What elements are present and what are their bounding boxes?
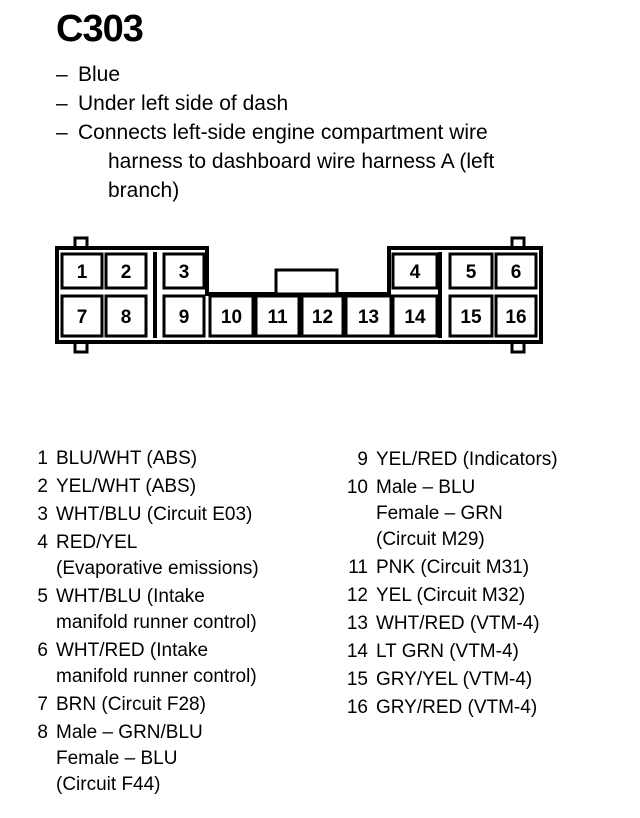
pinout-entry [346,583,558,609]
pin-number: 8 [37,722,48,743]
description-text: Connects left-side engine compartment wire [78,121,488,144]
pin-description-line: Female – BLU [56,748,178,769]
pinout-entry [26,720,259,798]
cavity-label: 2 [120,262,132,283]
pinout-entry [26,530,259,582]
pinout-entry [26,446,259,472]
pin-number: 4 [37,532,48,553]
pin-description-line: WHT/RED (Intake [56,640,209,661]
cavity-label: 11 [267,307,288,328]
connector-face-diagram [0,0,640,360]
pin-number: 9 [357,449,368,470]
pin-description [56,530,259,582]
pin-description [376,555,529,581]
pin-description [376,447,558,473]
pin-description [376,695,537,721]
pin-description-line: PNK (Circuit M31) [376,557,530,578]
pin-description-line: WHT/BLU (Intake [56,586,205,607]
cavity-label: 5 [465,262,477,283]
description-dash: – [56,92,68,115]
connector-title: C303 [56,8,143,50]
cavity-label: 16 [505,307,527,328]
pin-description [56,692,206,718]
pin-description-line: YEL/RED (Indicators) [376,449,558,470]
pin-description-line: BRN (Circuit F28) [56,694,206,715]
pin-number: 2 [37,476,48,497]
pin-description-line: manifold runner control) [56,612,257,633]
pin-number: 1 [37,448,48,469]
pin-number: 12 [346,585,368,606]
pinout-entry [346,447,558,473]
cavity-label: 9 [178,307,190,328]
pin-number: 16 [346,697,368,718]
cavity-label: 10 [220,307,243,328]
cavity-label: 15 [460,307,482,328]
pinout-entry [26,584,259,636]
pin-description-line: (Circuit M29) [376,529,485,550]
description-dash: – [56,121,68,144]
pinout-list-right [346,447,558,723]
pin-description-line: LT GRN (VTM-4) [376,641,519,662]
pin-description-line: (Evaporative emissions) [56,558,259,579]
cavity-label: 7 [76,307,88,328]
pin-description [376,583,525,609]
cavity-label: 12 [311,307,334,328]
pin-description-line: manifold runner control) [56,666,257,687]
pin-description [376,475,503,553]
pin-description [376,639,519,665]
pinout-entry [346,611,558,637]
pin-description [56,502,252,528]
pin-number: 3 [37,504,48,525]
pin-description [56,584,257,636]
pin-description-line: WHT/BLU (Circuit E03) [56,504,253,525]
description-continuation: harness to dashboard wire harness A (left [108,150,495,173]
pinout-list-left [26,446,259,800]
cavity-label: 6 [510,262,522,283]
pinout-entry [346,475,558,553]
pin-description-line: GRY/RED (VTM-4) [376,697,538,718]
pin-description-line: RED/YEL [56,532,138,553]
description-text: Under left side of dash [78,92,289,115]
cavity-label: 1 [76,262,88,283]
cavity-label: 3 [178,262,190,283]
pinout-entry [346,695,558,721]
cavity-label: 4 [409,262,421,283]
pin-description [56,446,197,472]
pinout-entry [26,638,259,690]
pin-description-line: Female – GRN [376,503,503,524]
cavity-label: 8 [120,307,132,328]
pin-description-line: BLU/WHT (ABS) [56,448,198,469]
pin-description-line: WHT/RED (VTM-4) [376,613,540,634]
pin-description-line: Male – BLU [376,477,476,498]
cavity-label: 14 [404,307,426,328]
description-continuation: branch) [108,179,180,202]
pinout-entry [26,692,259,718]
pin-description-line: (Circuit F44) [56,774,161,795]
pinout-entry [346,639,558,665]
pin-description [376,667,532,693]
description-text: Blue [78,63,121,86]
pin-description-line: YEL/WHT (ABS) [56,476,197,497]
pinout-entry [26,502,259,528]
pin-description [376,611,540,637]
pin-number: 11 [348,557,368,578]
pinout-entry [26,474,259,500]
pin-description-line: Male – GRN/BLU [56,722,203,743]
pinout-entry [346,555,558,581]
pinout-entry [346,667,558,693]
pin-number: 14 [346,641,368,662]
connector-key [276,270,337,294]
pin-number: 13 [346,613,368,634]
description-dash: – [56,63,68,86]
pin-number: 7 [37,694,48,715]
pin-description-line: YEL (Circuit M32) [376,585,526,606]
pin-number: 10 [346,477,368,498]
pin-description-line: GRY/YEL (VTM-4) [376,669,533,690]
pin-number: 15 [346,669,368,690]
cavity-label: 13 [357,307,380,328]
pin-number: 6 [37,640,48,661]
pin-description [56,638,257,690]
pin-number: 5 [37,586,48,607]
pin-description [56,474,196,500]
pin-description [56,720,203,798]
